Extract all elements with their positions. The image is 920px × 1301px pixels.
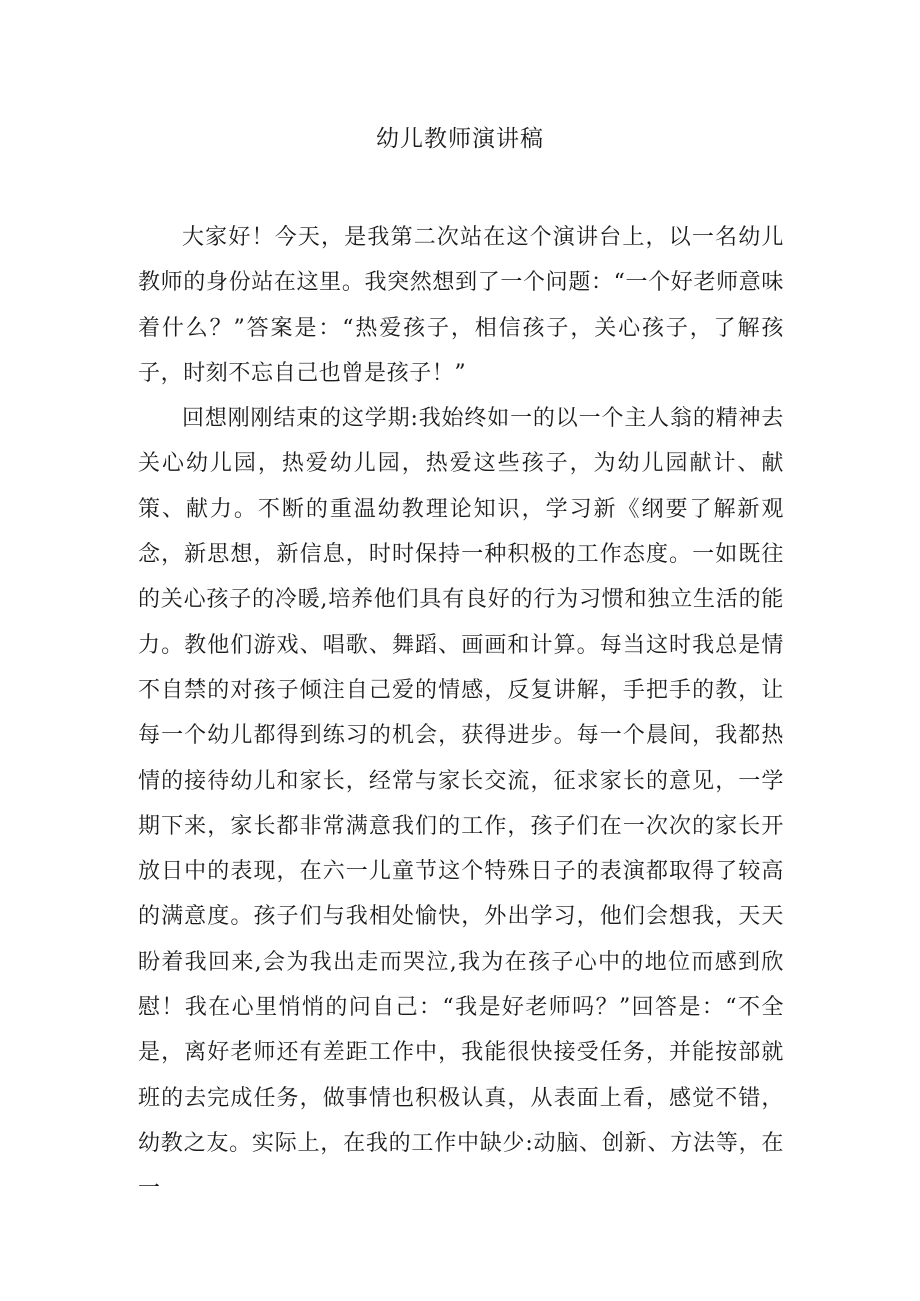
document-title: 幼儿教师演讲稿 — [376, 126, 544, 152]
paragraph-greeting: 大家好！今天，是我第二次站在这个演讲台上，以一名幼儿教师的身份站在这里。我突然想到了一个问题：“一个好老师意味着什么？”答案是：“热爱孩子，相信孩子，关心孩子，了解孩子，时刻不忘自己也曾是孩子！” — [138, 225, 784, 386]
paragraph-semester-review: 回想刚刚结束的这学期:我始终如一的以一个主人翁的精神去关心幼儿园，热爱幼儿园，热爱这些孩子，为幼儿园献计、献策、献力。不断的重温幼教理论知识，学习新《纲要了解新观念，新思想，新信息，时时保持一种积极的工作态度。一如既往的关心孩子的冷暖,培养他们具有良好的行为习惯和独立生活的能力。教他们游戏、唱歌、舞蹈、画画和计算。每当这时我总是情不自禁的对孩子倾注自己爱的情感，反复讲解，手把手的教，让每一个幼儿都得到练习的机会，获得进步。每一个晨间，我都热情的接待幼儿和家长，经常与家长交流，征求家长的意见，一学期下来，家长都非常满意我们的工作，孩子们在一次次的家长开放日中的表现，在六一儿童节这个特殊日子的表演都取得了较高的满意度。孩子们与我相处愉快，外出学习，他们会想我，天天盼着我回来,会为我出走而哭泣,我为在孩子心中的地位而感到欣慰！我在心里悄悄的问自己：“我是好老师吗？”回答是：“不全是，离好老师还有差距工作中，我能很快接受任务，并能按部就班的去完成任务，做事情也积极认真，从表面上看，感觉不错，幼教之友。实际上，在我的工作中缺少:动脑、创新、方法等，在一 — [138, 406, 784, 1202]
document-body — [138, 215, 784, 1212]
